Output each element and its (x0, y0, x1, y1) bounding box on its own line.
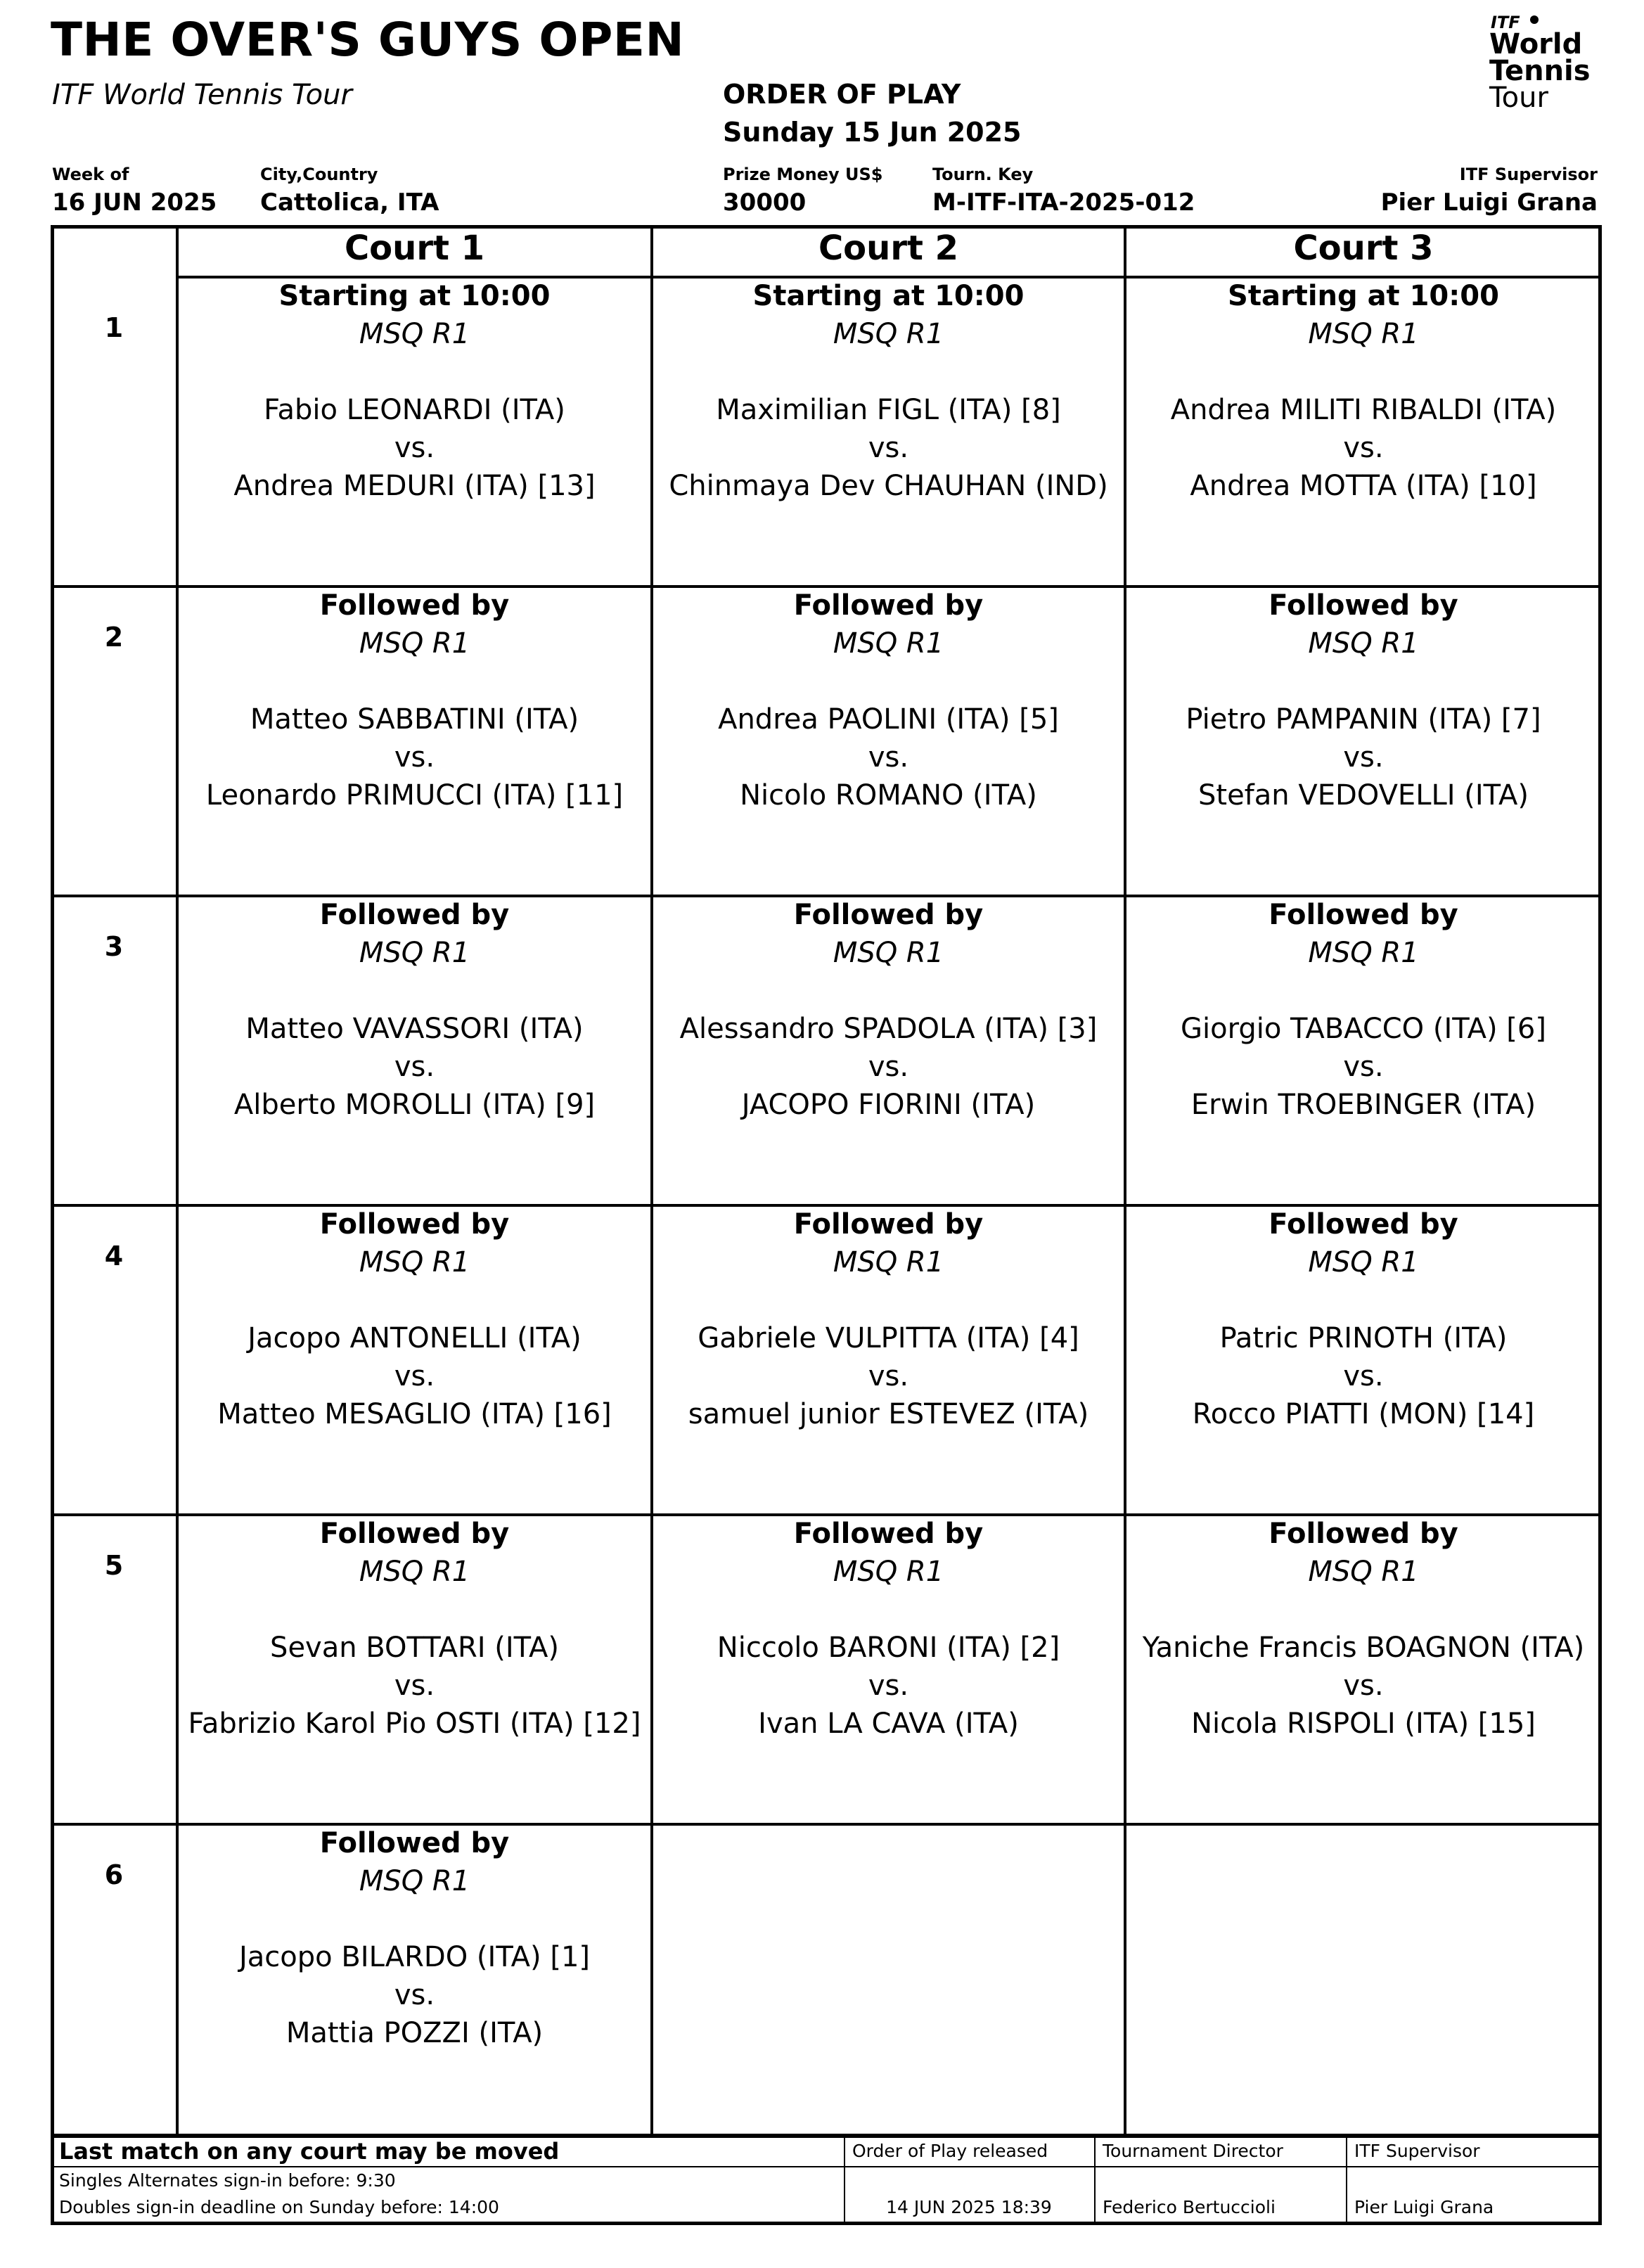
court-header-2: Court 2 (818, 229, 959, 268)
match-slot (177, 587, 652, 814)
player-one: Yaniche Francis BOAGNON (ITA) (1142, 1632, 1585, 1664)
match-start-time: Followed by (793, 589, 984, 622)
footer-supervisor-label: ITF Supervisor (1354, 2141, 1480, 2161)
versus-label: vs. (1343, 1670, 1384, 1702)
player-two: Mattia POZZI (ITA) (285, 2017, 544, 2049)
match-start-time: Starting at 10:00 (278, 280, 551, 312)
order-of-play-heading: ORDER OF PLAY (723, 79, 961, 110)
match-start-time: Starting at 10:00 (752, 280, 1025, 312)
footer-panel (51, 2134, 1602, 2225)
match-round: MSQ R1 (359, 1865, 470, 1897)
tourn-key-value: M-ITF-ITA-2025-012 (932, 188, 1195, 217)
player-two: Matteo MESAGLIO (ITA) [16] (217, 1398, 612, 1430)
match-slot (652, 1205, 1125, 1433)
player-two: Chinmaya Dev CHAUHAN (IND) (669, 470, 1108, 502)
released-label: Order of Play released (852, 2141, 1048, 2161)
player-one: Matteo SABBATINI (ITA) (250, 703, 579, 736)
player-two: Stefan VEDOVELLI (ITA) (1198, 779, 1529, 812)
row-number: 1 (104, 312, 124, 343)
match-slot (1125, 896, 1602, 1124)
match-start-time: Followed by (1269, 589, 1458, 622)
match-start-time: Followed by (793, 1518, 984, 1550)
match-round: MSQ R1 (1308, 627, 1419, 660)
logo-line-3: Tour (1489, 82, 1548, 114)
supervisor-label: ITF Supervisor (1459, 165, 1598, 184)
row-number: 2 (104, 622, 124, 653)
player-two: Nicola RISPOLI (ITA) [15] (1191, 1708, 1536, 1740)
player-two: Ivan LA CAVA (ITA) (758, 1708, 1019, 1740)
player-one: Giorgio TABACCO (ITA) [6] (1181, 1013, 1546, 1045)
match-round: MSQ R1 (1308, 1556, 1419, 1588)
player-two: Rocco PIATTI (MON) [14] (1192, 1398, 1535, 1430)
player-two: Andrea MEDURI (ITA) [13] (233, 470, 596, 502)
player-one: Fabio LEONARDI (ITA) (264, 394, 565, 426)
match-start-time: Followed by (793, 899, 984, 931)
order-of-play-grid (51, 225, 1602, 2134)
last-match-notice: Last match on any court may be moved (59, 2138, 560, 2165)
match-round: MSQ R1 (359, 1556, 470, 1588)
itf-world-tennis-tour-logo (1489, 13, 1609, 118)
versus-label: vs. (868, 1360, 909, 1392)
singles-signin-note: Singles Alternates sign-in before: 9:30 (59, 2170, 396, 2191)
match-start-time: Followed by (319, 1518, 510, 1550)
player-one: Alessandro SPADOLA (ITA) [3] (679, 1013, 1098, 1045)
released-value: 14 JUN 2025 18:39 (886, 2197, 1052, 2217)
match-slot (177, 1824, 652, 2052)
match-round: MSQ R1 (1308, 318, 1419, 350)
match-round: MSQ R1 (359, 937, 470, 969)
prize-label: Prize Money US$ (723, 165, 883, 184)
match-start-time: Starting at 10:00 (1228, 280, 1499, 312)
player-one: Patric PRINOTH (ITA) (1219, 1322, 1508, 1354)
player-two: JACOPO FIORINI (ITA) (741, 1089, 1036, 1121)
player-one: Gabriele VULPITTA (ITA) [4] (698, 1322, 1079, 1354)
prize-value: 30000 (723, 188, 807, 217)
player-one: Sevan BOTTARI (ITA) (270, 1632, 559, 1664)
versus-label: vs. (868, 741, 909, 774)
match-slot (652, 587, 1125, 814)
match-round: MSQ R1 (833, 1556, 944, 1588)
player-one: Niccolo BARONI (ITA) [2] (717, 1632, 1060, 1664)
player-one: Jacopo BILARDO (ITA) [1] (238, 1941, 591, 1973)
match-round: MSQ R1 (1308, 1246, 1419, 1279)
player-one: Andrea PAOLINI (ITA) [5] (718, 703, 1059, 736)
player-two: Andrea MOTTA (ITA) [10] (1190, 470, 1537, 502)
match-slot (652, 896, 1125, 1124)
versus-label: vs. (394, 741, 435, 774)
match-slot (1125, 1205, 1602, 1433)
match-round: MSQ R1 (833, 318, 944, 350)
match-slot (177, 1205, 652, 1433)
row-number: 6 (104, 1859, 124, 1890)
match-round: MSQ R1 (1308, 937, 1419, 969)
match-start-time: Followed by (319, 589, 510, 622)
row-number: 5 (104, 1550, 124, 1581)
match-slot (177, 1515, 652, 1743)
logo-dot-icon (1530, 15, 1539, 24)
versus-label: vs. (394, 1051, 435, 1083)
court-header-3: Court 3 (1293, 229, 1434, 268)
versus-label: vs. (868, 1051, 909, 1083)
versus-label: vs. (394, 1979, 435, 2011)
logo-itf-text: ITF (1491, 13, 1520, 32)
match-start-time: Followed by (1269, 899, 1458, 931)
match-round: MSQ R1 (359, 1246, 470, 1279)
player-two: Alberto MOROLLI (ITA) [9] (233, 1089, 596, 1121)
match-slot (652, 1515, 1125, 1743)
director-label: Tournament Director (1103, 2141, 1283, 2161)
match-round: MSQ R1 (833, 627, 944, 660)
player-one: Pietro PAMPANIN (ITA) [7] (1186, 703, 1541, 736)
logo-line-2: Tennis (1489, 55, 1591, 87)
match-slot (1125, 1515, 1602, 1743)
match-start-time: Followed by (793, 1208, 984, 1241)
versus-label: vs. (1343, 1051, 1384, 1083)
supervisor-value: Pier Luigi Grana (1380, 188, 1598, 217)
player-two: Leonardo PRIMUCCI (ITA) [11] (205, 779, 624, 812)
match-round: MSQ R1 (833, 1246, 944, 1279)
row-number: 4 (104, 1241, 124, 1271)
player-one: Jacopo ANTONELLI (ITA) (248, 1322, 582, 1354)
court-header-1: Court 1 (344, 229, 485, 268)
doubles-signin-note: Doubles sign-in deadline on Sunday before: 14:00 (59, 2197, 499, 2217)
match-slot (177, 896, 652, 1124)
versus-label: vs. (1343, 1360, 1384, 1392)
city-label: City,Country (260, 165, 378, 184)
player-two: Fabrizio Karol Pio OSTI (ITA) [12] (188, 1708, 641, 1740)
match-start-time: Followed by (1269, 1208, 1458, 1241)
city-value: Cattolica, ITA (260, 188, 439, 217)
versus-label: vs. (394, 1360, 435, 1392)
tourn-key-label: Tourn. Key (932, 165, 1034, 184)
player-one: Andrea MILITI RIBALDI (ITA) (1170, 394, 1557, 426)
footer-supervisor-value: Pier Luigi Grana (1354, 2197, 1494, 2217)
player-one: Matteo VAVASSORI (ITA) (245, 1013, 584, 1045)
play-date: Sunday 15 Jun 2025 (723, 117, 1022, 148)
logo-line-1: World (1489, 28, 1583, 60)
match-slot (652, 277, 1125, 505)
player-one: Maximilian FIGL (ITA) [8] (716, 394, 1061, 426)
tournament-title: THE OVER'S GUYS OPEN (51, 13, 685, 67)
versus-label: vs. (1343, 741, 1384, 774)
match-start-time: Followed by (1269, 1518, 1458, 1550)
match-round: MSQ R1 (359, 627, 470, 660)
versus-label: vs. (394, 1670, 435, 1702)
match-slot (177, 277, 652, 505)
row-number: 3 (104, 931, 124, 962)
match-slot (1125, 277, 1602, 505)
player-two: Erwin TROEBINGER (ITA) (1190, 1089, 1536, 1121)
match-round: MSQ R1 (359, 318, 470, 350)
match-start-time: Followed by (319, 1827, 510, 1859)
match-round: MSQ R1 (833, 937, 944, 969)
player-two: Nicolo ROMANO (ITA) (740, 779, 1037, 812)
director-value: Federico Bertuccioli (1103, 2197, 1276, 2217)
tour-subtitle: ITF World Tennis Tour (52, 79, 352, 111)
versus-label: vs. (868, 432, 909, 464)
week-value: 16 JUN 2025 (52, 188, 217, 217)
week-label: Week of (52, 165, 129, 184)
match-slot (1125, 587, 1602, 814)
player-two: samuel junior ESTEVEZ (ITA) (688, 1398, 1089, 1430)
match-start-time: Followed by (319, 899, 510, 931)
versus-label: vs. (1343, 432, 1384, 464)
versus-label: vs. (868, 1670, 909, 1702)
versus-label: vs. (394, 432, 435, 464)
match-start-time: Followed by (319, 1208, 510, 1241)
